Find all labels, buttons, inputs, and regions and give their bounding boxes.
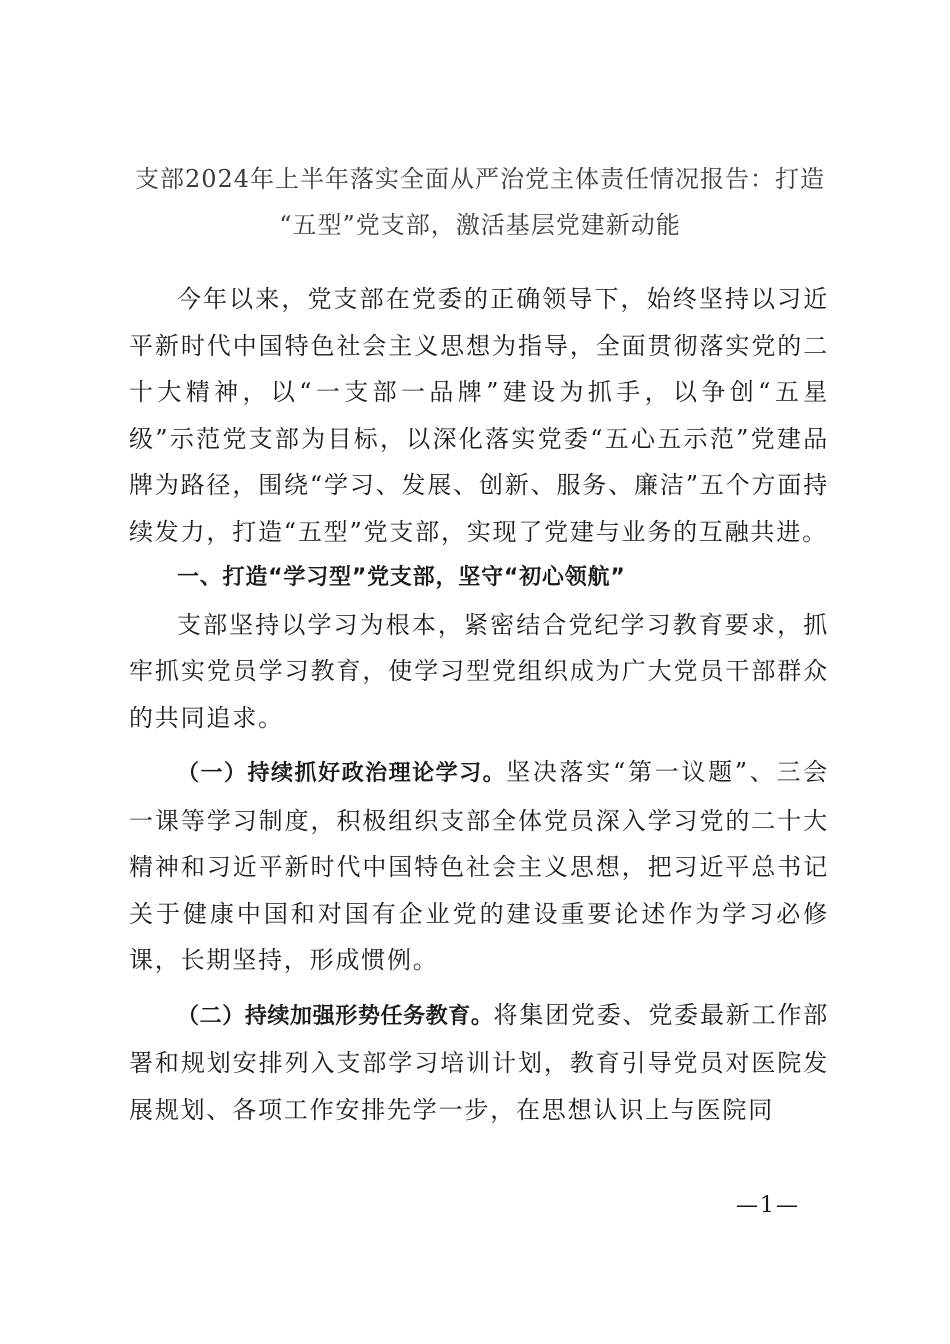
title-line-1: 支部2024年上半年落实全面从严治党主体责任情况报告：打造 bbox=[134, 165, 826, 193]
subsection-2-paragraph bbox=[129, 992, 829, 1134]
subsection-1-paragraph bbox=[129, 749, 829, 984]
page-number: —1— bbox=[736, 1193, 800, 1218]
subsection-2-text: 将集团党委、党委最新工作部署和规划安排列入支部学习培训计划，教育引导党员对医院发展规划、各项工作安排先学一步，在思想认识上与医院同 bbox=[129, 1000, 830, 1124]
subsection-2-lead: （二）持续加强形势任务教育。 bbox=[177, 1003, 494, 1029]
intro-paragraph: 今年以来，党支部在党委的正确领导下，始终坚持以习近平新时代中国特色社会主义思想为指导，全面贯彻落实党的二十大精神，以“一支部一品牌”建设为抓手，以争创“五星级”示范党支部为目标，以深化落实党委“五心五示范”党建品牌为路径，围绕“学习、发展、创新、服务、廉洁”五个方面持续发力，打造“五型”党支部，实现了党建与业务的互融共进。 bbox=[129, 285, 829, 546]
section-1-intro-paragraph: 支部坚持以学习为根本，紧密结合党纪学习教育要求，抓牢抓实党员学习教育，使学习型党组织成为广大党员干部群众的共同追求。 bbox=[129, 610, 829, 732]
subsection-1-lead: （一）持续抓好政治理论学习。 bbox=[177, 761, 507, 786]
document-body bbox=[129, 276, 829, 1133]
title-line-2: “五型”党支部，激活基层党建新动能 bbox=[279, 211, 681, 239]
document-title bbox=[125, 156, 835, 248]
section-1-heading: 一、打造“学习型”党支部，坚守“初心领航” bbox=[176, 565, 626, 590]
subsection-1-text: 坚决落实“第一议题”、三会一课等学习制度，积极组织支部全体党员深入学习党的二十大精神和习近平新时代中国特色社会主义思想，把习近平总书记关于健康中国和对国有企业党的建设重要论述作为学习必修课，长期坚持，形成惯例。 bbox=[129, 758, 829, 974]
